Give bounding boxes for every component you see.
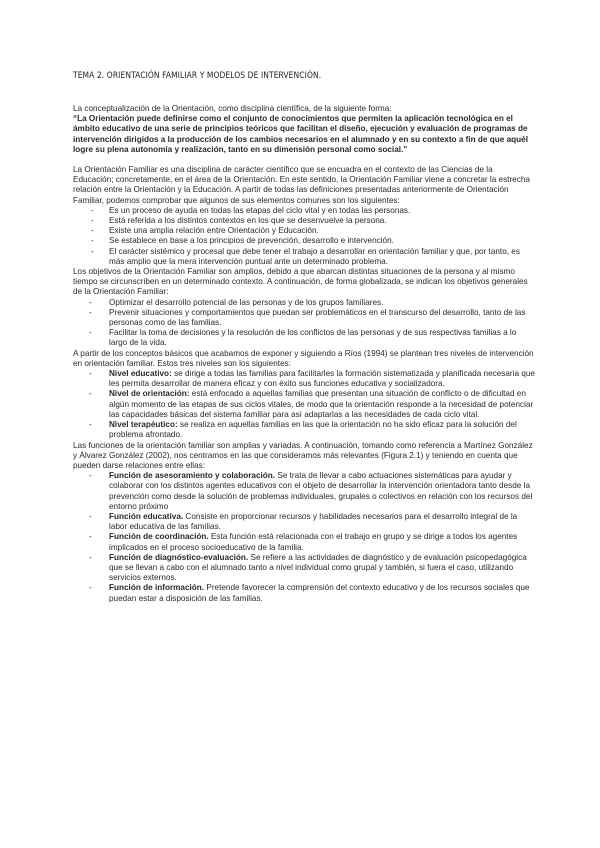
page-title: TEMA 2. ORIENTACIÓN FAMILIAR Y MODELOS DE INTERVENCIÓN. [73, 70, 322, 80]
definition-quote: “La Orientación puede definirse como el conjunto de conocimientos que permiten la aplicación tecnológica en el ámbito educativo de una serie de principios teóricos que facilitan el diseño, ejecución y evaluación de programas de intervención dirigidos a la producción de los cambios necesarios en el alumnado y en su contexto a fin de que aquél logre su plena autonomía y realización, tanto en su dimensión personal como social.” [73, 114, 528, 154]
list-item: - Función de coordinación. Esta función está relacionada con el trabajo en grupo y se dirige a todos los agentes implicados en el proceso socioeducativo de la familia. [89, 532, 518, 552]
list-item: - Es un proceso de ayuda en todas las etapas del ciclo vital y en todas las personas. [91, 205, 411, 215]
list-item: - El carácter sistémico y procesal que debe tener el trabajo a desarrollar en orientación familiar y que, por tanto, es más amplio que la mera intervención puntual ante un determinado problema. [91, 246, 520, 266]
levels-paragraph: A partir de los conceptos básicos que acabamos de exponer y siguiendo a Ríos (1994) se plantean tres niveles de intervención en orientación familiar. Estos tres niveles son los siguientes: [73, 348, 534, 368]
list-item: - Función de diagnóstico-evaluación. Se refiere a las actividades de diagnóstico y de evaluación psicopedagógica que se llevan a cabo con el alumnado tanto a nivel individual como grupal y también, si fuera el caso, utilizando servicios externos. [89, 552, 527, 583]
list-item: - Optimizar el desarrollo potencial de las personas y de los grupos familiares. [89, 297, 384, 307]
list-item: - Se establece en base a los principios de prevención, desarrollo e intervención. [91, 236, 394, 246]
list-item: - Facilitar la toma de decisiones y la resolución de los conflictos de las personas y de sus respectivas familias a lo largo de la vida. [89, 328, 517, 348]
spacer [73, 155, 535, 165]
list-item: - Existe una amplia relación entre Orientación y Educación. [91, 226, 319, 236]
levels-list [73, 369, 535, 440]
intro-paragraph: La conceptualización de la Orientación, como disciplina científica, de la siguiente forma: [73, 104, 392, 113]
list-item: - Prevenir situaciones y comportamientos que puedan ser problemáticos en el transcurso del desarrollo, tanto de las personas como de las familias. [89, 307, 526, 328]
list-item: - Función educativa. Consiste en proporcionar recursos y habilidades necesarios para el desarrollo integral de la labor educativa de las familias. [89, 511, 518, 532]
list-item: - Nivel de orientación: está enfocado a aquellas familias que presentan una situación de conflicto o de dificultad en algún momento de las etapas de sus ciclos vitales, de modo que la orientación responde a la necesidad de potenciar las capacidades básicas del sistema familiar para así adaptarlas a las necesidades de cada ciclo vital. [89, 389, 534, 419]
list-item: - Función de información. Pretende favorecer la comprensión del contexto educativo y de los recursos sociales que puedan estar a disposición de las familias. [89, 583, 530, 603]
elements-list [73, 206, 535, 267]
list-item: - Está referida a los distintos contextos en los que se desenvuelve la persona. [91, 216, 387, 226]
objectives-list [73, 298, 535, 349]
list-item: - Nivel terapéutico: se realiza en aquellas familias en las que la orientación no ha sido eficaz para la solución del problema afrontado. [89, 420, 517, 440]
list-item: - Nivel educativo: se dirige a todas las familias para facilitarles la formación sistematizada y planificada necesaria que les permita desarrollar de manera eficaz y con éxito sus funciones educativa y socializadora. [89, 369, 535, 389]
list-item: - Función de asesoramiento y colaboración. Se trata de llevar a cabo actuaciones sistemáticas para ayudar y colaborar con los distintos agentes educativos con el objeto de desarrollar la intervención orientadora tanto desde la prevención como desde la solución de problemas individuales, grupales o colectivos en relación con los recursos del entorno próximo [89, 471, 533, 511]
functions-paragraph: Las funciones de la orientación familiar son amplias y variadas. A continuación, tomando como referencia a Martínez González y Álvarez González (2002), nos centramos en las que consideramos más relevantes (Figura 2.1) y teniendo en cuenta que pueden darse relaciones entre ellas: [73, 440, 533, 470]
document-page [73, 70, 535, 604]
objectives-paragraph: Los objetivos de la Orientación Familiar son amplios, debido a que abarcan distintas situaciones de la persona y al mismo tiempo se circunscriben en un determinado contexto. A continuación, de forma globalizada, se indican los objetivos generales de la Orientación Familiar: [73, 267, 528, 297]
familiar-paragraph: La Orientación Familiar es una disciplina de carácter científico que se encuadra en el contexto de las Ciencias de la Educación; concretamente, en el área de la Orientación. En este sentido, la Orientación Familiar viene a concretar la estrecha relación entre la Orientación y la Educación. A partir de todas las definiciones presentadas anteriormente de Orientación Familiar, podemos comprobar que algunos de sus elementos comunes son los siguientes: [73, 165, 530, 205]
functions-list [73, 471, 535, 604]
